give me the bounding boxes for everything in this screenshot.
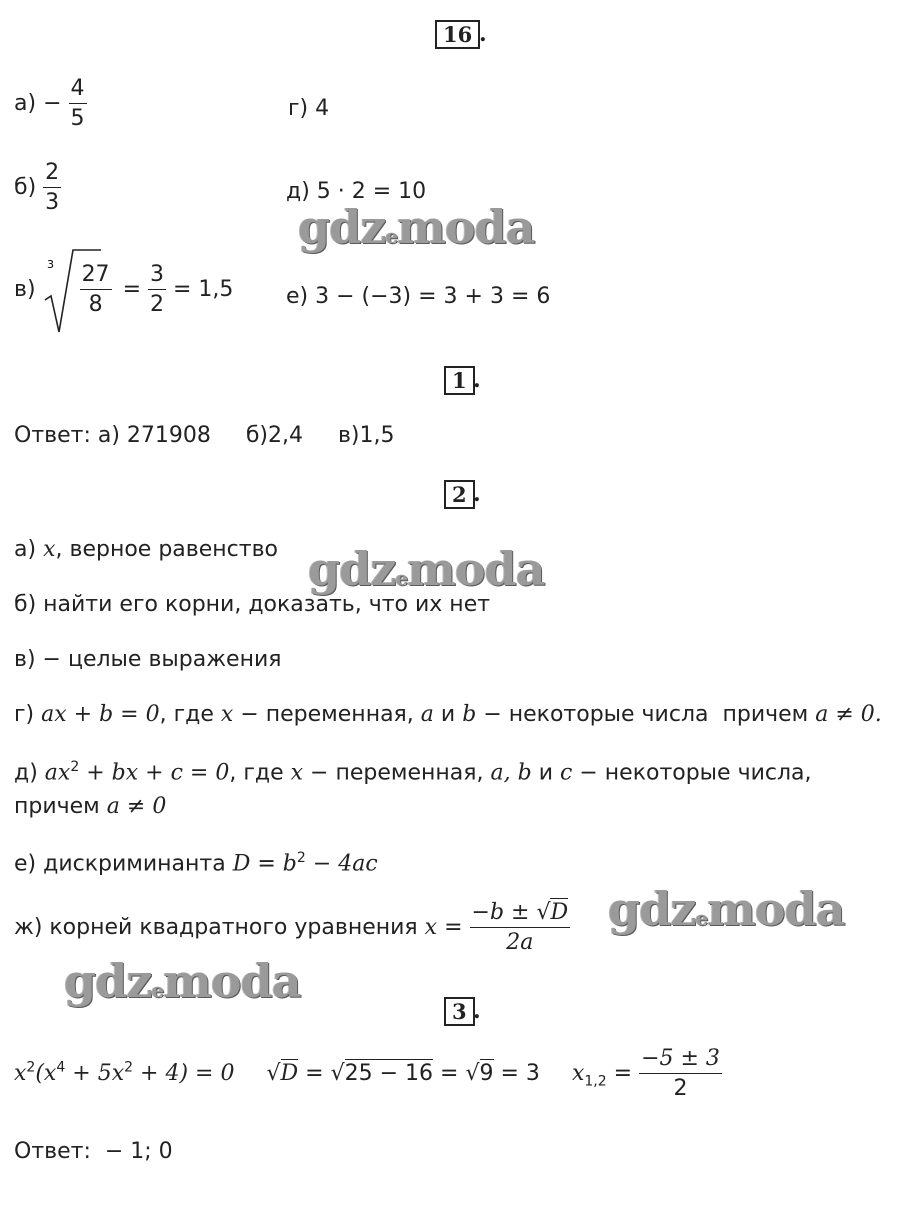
- numerator: 4: [70, 76, 85, 101]
- fraction: [69, 78, 87, 130]
- item-16-d: д) 5 · 2 = 10: [286, 179, 427, 204]
- minus-sign: −: [43, 91, 62, 116]
- watermark-logo: gdzemoda: [298, 200, 535, 254]
- section-dot: .: [473, 481, 481, 507]
- section-3-answer: Ответ: − 1; 0: [14, 1139, 173, 1164]
- item-2-zh: ж) корней квадратного уравнения x = $\frac{-b \pm √D}{2a}$: [14, 900, 569, 955]
- item-2-d: д) $ax^2$ + bx + c = 0, где x − переменная, a, b и c − некоторые числа,: [14, 759, 812, 786]
- fraction: [43, 162, 61, 214]
- fraction: $\frac{3}{2}$: [150, 262, 164, 317]
- quadratic-formula-fraction: $\frac{-b \pm √D}{2a}$: [471, 900, 569, 955]
- watermark-logo: gdzemoda: [308, 542, 545, 596]
- section-dot: .: [473, 998, 481, 1024]
- denominator: 5: [69, 103, 87, 130]
- item-2-g: г) ax + b = 0, где x − переменная, a и b − некоторые числа причем a ≠ 0.: [14, 702, 882, 727]
- cube-root: [43, 242, 112, 338]
- item-16-g: г) 4: [288, 96, 330, 121]
- section-number-text: 16: [443, 22, 473, 47]
- item-2-b: б) найти его корни, доказать, что их нет: [14, 592, 491, 617]
- item-16-v: в) 3 $\frac{27}{8}$ = $\frac{3}{2}$ = 1,5: [14, 242, 233, 338]
- item-2-e: е) дискриминанта $D = b^2 - 4ac$: [14, 850, 378, 877]
- section-number-3: 3: [444, 997, 475, 1026]
- svg-text:3: 3: [46, 258, 54, 271]
- section-dot: .: [479, 21, 487, 47]
- item-label: в): [14, 277, 36, 302]
- section-1-answer: Ответ: а) 271908 б)2,4 в)1,5: [14, 423, 395, 448]
- section-number-1: 1: [444, 366, 475, 395]
- item-16-b: [14, 162, 61, 214]
- item-2-d-line2: причем a ≠ 0: [14, 794, 167, 819]
- roots-fraction: $\frac{-5 \pm 3}{2}$: [641, 1046, 720, 1101]
- section-dot: .: [473, 367, 481, 393]
- section-3-equations: $x^2(x^4 + 5x^2 + 4) = 0$ √D = √25 − 16 = √9 = 3 $x_{1,2}$ = $\frac{-5 \pm 3}{2}$: [14, 1046, 720, 1101]
- item-label: б): [14, 175, 37, 200]
- item-16-e: е) 3 − (−3) = 3 + 3 = 6: [286, 284, 551, 309]
- section-number-16: [435, 20, 480, 49]
- watermark-logo: gdzemoda: [64, 954, 301, 1008]
- item-16-a: [14, 78, 87, 130]
- section-number-2: 2: [444, 480, 475, 509]
- numerator: 2: [45, 160, 60, 185]
- fraction: $\frac{27}{8}$: [81, 262, 110, 317]
- watermark-logo: gdzemoda: [608, 882, 845, 936]
- item-2-v: в) − целые выражения: [14, 647, 282, 672]
- denominator: 3: [43, 187, 61, 214]
- item-label: а): [14, 91, 37, 116]
- item-2-a: а) x, верное равенство: [14, 537, 278, 562]
